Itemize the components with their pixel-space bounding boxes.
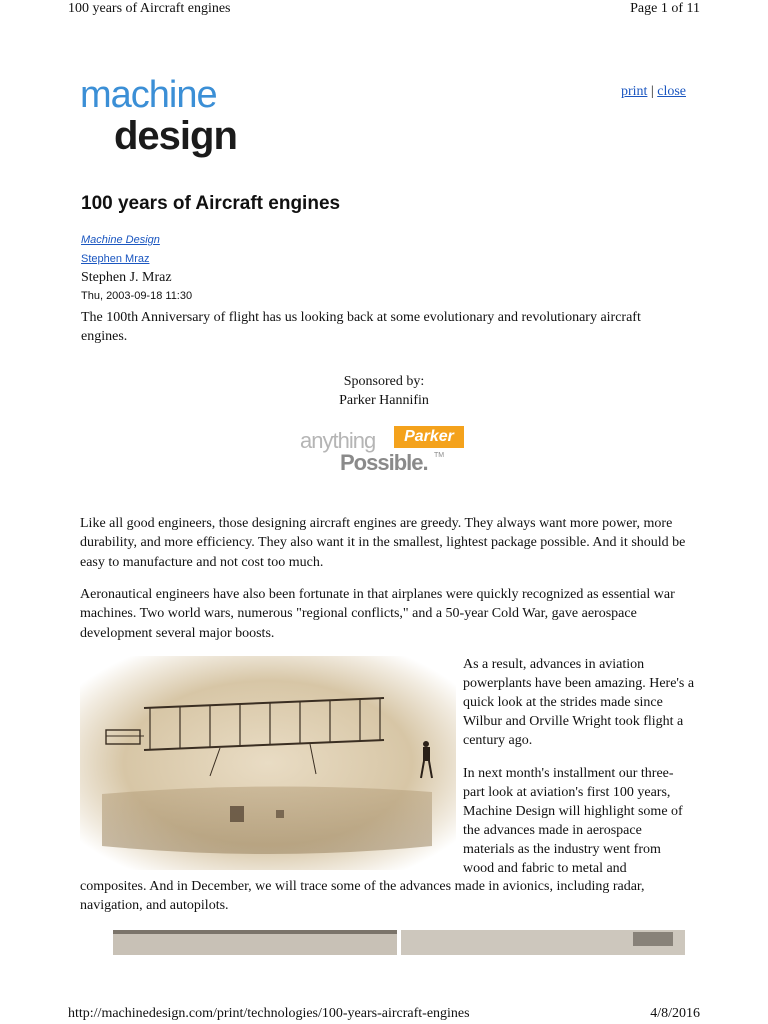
- print-header-page-number: Page 1 of 11: [630, 1, 700, 16]
- article-summary: The 100th Anniversary of flight has us looking back at some evolutionary and revolutionary aircraft engines.: [81, 310, 641, 344]
- print-close-links: [621, 84, 686, 100]
- print-footer-date: 4/8/2016: [650, 1006, 700, 1021]
- sponsor-label: Sponsored by:: [343, 374, 425, 389]
- author-name: Stephen J. Mraz: [81, 270, 172, 285]
- engine-photos-strip: [113, 930, 685, 955]
- body-paragraph-1: Like all good engineers, those designing aircraft engines are greedy. They always want more power, more durability, and more efficiency. They also want it in the smallest, lightest package possible. And it should be easy to manufacture and not cost too much.: [80, 516, 686, 570]
- body-paragraph-3: As a result, advances in aviation powerplants have been amazing. Here's a quick look at the strides made since Wilbur and Orville Wright took flight a century ago.: [463, 657, 695, 749]
- machine-design-logo: [80, 74, 238, 170]
- print-header-title: 100 years of Aircraft engines: [68, 1, 231, 16]
- wright-flyer-photo: [80, 656, 456, 870]
- close-link[interactable]: close: [657, 84, 686, 99]
- sponsor-name: Parker Hannifin: [339, 393, 429, 408]
- print-link[interactable]: print: [620, 84, 648, 99]
- body-paragraph-4: In next month's installment our three-part look at aviation's first 100 years, Machine Design will highlight some of the advances made in aerospace materials as the industry went from wood and fabric to metal and: [463, 766, 683, 877]
- source-link[interactable]: Machine Design: [81, 234, 160, 246]
- publish-date: Thu, 2003-09-18 11:30: [81, 290, 193, 302]
- link-separator: |: [650, 84, 654, 99]
- logo-word-design: design: [114, 114, 237, 158]
- body-paragraph-5: composites. And in December, we will trace some of the advances made in avionics, including radar, navigation, and autopilots.: [80, 879, 645, 914]
- article-title: 100 years of Aircraft engines: [81, 193, 341, 214]
- ad-text-possible: Possible.: [340, 450, 428, 475]
- logo-word-machine: machine: [80, 74, 217, 116]
- author-link[interactable]: Stephen Mraz: [81, 253, 150, 265]
- print-footer-url: http://machinedesign.com/print/technologies/100-years-aircraft-engines: [68, 1006, 470, 1021]
- parker-ad-banner[interactable]: [298, 424, 466, 478]
- body-paragraph-2: Aeronautical engineers have also been fortunate in that airplanes were quickly recognized as essential war machines. Two world wars, numerous "regional conflicts," and a 50-year Cold War, gave aerospace development several major boosts.: [80, 587, 675, 641]
- ad-text-anything: anything: [300, 428, 376, 453]
- parker-logo: Parker: [394, 426, 464, 448]
- ad-trademark: TM: [434, 452, 445, 459]
